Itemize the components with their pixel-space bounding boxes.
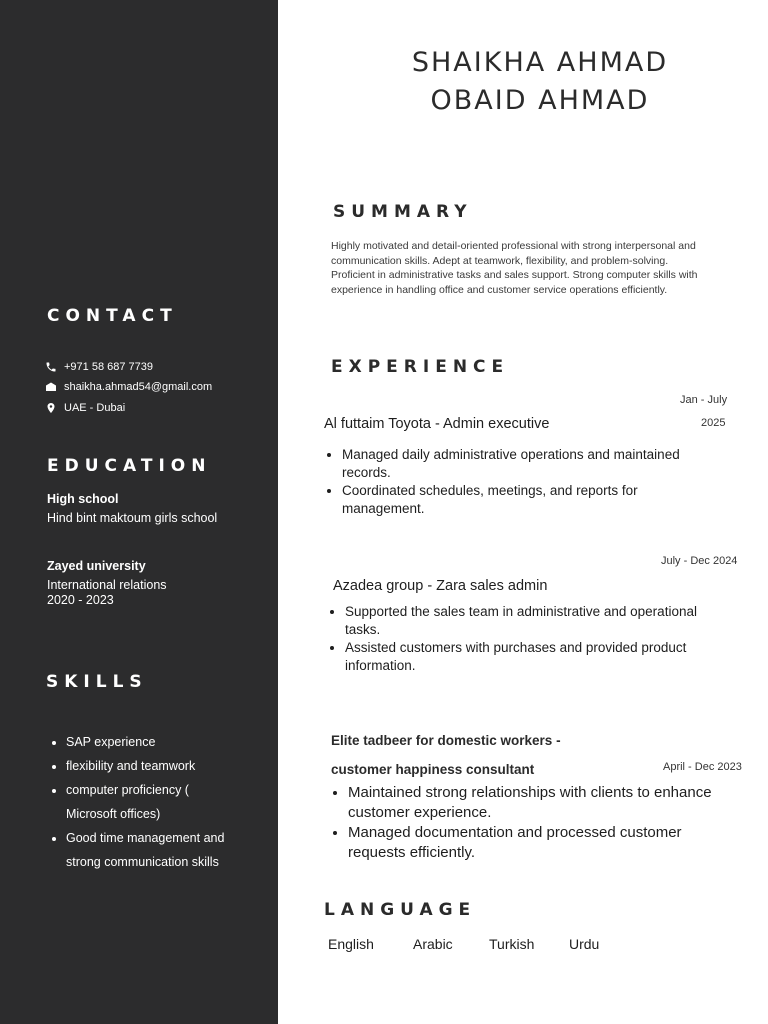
contact-email bbox=[45, 381, 212, 393]
skill-item-line: computer proficiency ( bbox=[66, 783, 189, 797]
job-date-line-2: 2025 bbox=[701, 417, 726, 429]
job-title: Azadea group - Zara sales admin bbox=[333, 578, 548, 594]
location-text: UAE - Dubai bbox=[64, 402, 126, 414]
job-title: Al futtaim Toyota - Admin executive bbox=[324, 416, 550, 432]
job-bullets bbox=[330, 783, 728, 863]
job-bullet: • Managed documentation and processed customer requests efficiently. bbox=[348, 823, 728, 863]
candidate-name bbox=[380, 44, 700, 120]
job-title-line-2: customer happiness consultant bbox=[331, 762, 535, 777]
contact-phone bbox=[45, 361, 153, 373]
skills-list bbox=[48, 730, 266, 874]
experience-heading: EXPERIENCE bbox=[331, 357, 510, 377]
skill-item: • SAP experience bbox=[66, 730, 266, 754]
job-bullets bbox=[324, 446, 722, 518]
job-bullet: • Managed daily administrative operations and maintained records. bbox=[342, 446, 722, 482]
location-pin-icon bbox=[45, 402, 57, 414]
language-heading: LANGUAGE bbox=[324, 900, 477, 920]
skill-item-line: Good time management and bbox=[66, 831, 225, 845]
skill-item bbox=[66, 778, 266, 826]
job-bullet: • Coordinated schedules, meetings, and reports for management. bbox=[342, 482, 722, 518]
education-heading: EDUCATION bbox=[47, 456, 212, 476]
language-item: Arabic bbox=[413, 936, 453, 952]
education-institution: Hind bint maktoum girls school bbox=[47, 511, 218, 525]
job-bullet: • Maintained strong relationships with clients to enhance customer experience. bbox=[348, 783, 728, 823]
summary-heading: SUMMARY bbox=[333, 202, 473, 222]
job-bullet: • Assisted customers with purchases and provided product information. bbox=[345, 639, 725, 675]
job-date: April - Dec 2023 bbox=[663, 761, 742, 773]
skill-item bbox=[66, 826, 266, 874]
language-item: English bbox=[328, 936, 374, 952]
job-date: July - Dec 2024 bbox=[661, 555, 738, 567]
name-line-2: OBAID AHMAD bbox=[430, 85, 650, 116]
education-years: 2020 - 2023 bbox=[47, 593, 114, 607]
language-item: Turkish bbox=[489, 936, 535, 952]
education-major: International relations bbox=[47, 578, 167, 592]
phone-text[interactable]: +971 58 687 7739 bbox=[64, 361, 154, 373]
skill-item-line: strong communication skills bbox=[66, 855, 219, 869]
contact-heading: CONTACT bbox=[47, 306, 178, 326]
skill-item-line: Microsoft offices) bbox=[66, 807, 161, 821]
job-title-line-1: Elite tadbeer for domestic workers - bbox=[331, 733, 561, 748]
phone-icon bbox=[45, 361, 57, 373]
education-item-university bbox=[47, 559, 167, 607]
job-bullets bbox=[327, 603, 725, 675]
contact-location bbox=[45, 402, 125, 414]
job-date-line-1: Jan - July bbox=[680, 394, 728, 406]
email-icon bbox=[45, 381, 57, 393]
education-title: Zayed university bbox=[47, 559, 146, 573]
sidebar bbox=[0, 0, 278, 1024]
skills-heading: SKILLS bbox=[46, 672, 148, 692]
language-item: Urdu bbox=[569, 936, 600, 952]
summary-text: Highly motivated and detail-oriented professional with strong interpersonal and communication skills. Adept at teamwork, flexibility, and problem-solving. Proficient in administrative tasks and sales support. Strong computer skills with experience in handling office and customer service operations efficiently. bbox=[331, 240, 698, 297]
education-title: High school bbox=[47, 492, 119, 506]
job-bullet: • Supported the sales team in administrative and operational tasks. bbox=[345, 603, 725, 639]
skill-item: • flexibility and teamwork bbox=[66, 754, 266, 778]
education-item-high-school bbox=[47, 492, 217, 525]
name-line-1: SHAIKHA AHMAD bbox=[411, 47, 669, 78]
email-text[interactable]: shaikha.ahmad54@gmail.com bbox=[64, 381, 213, 393]
